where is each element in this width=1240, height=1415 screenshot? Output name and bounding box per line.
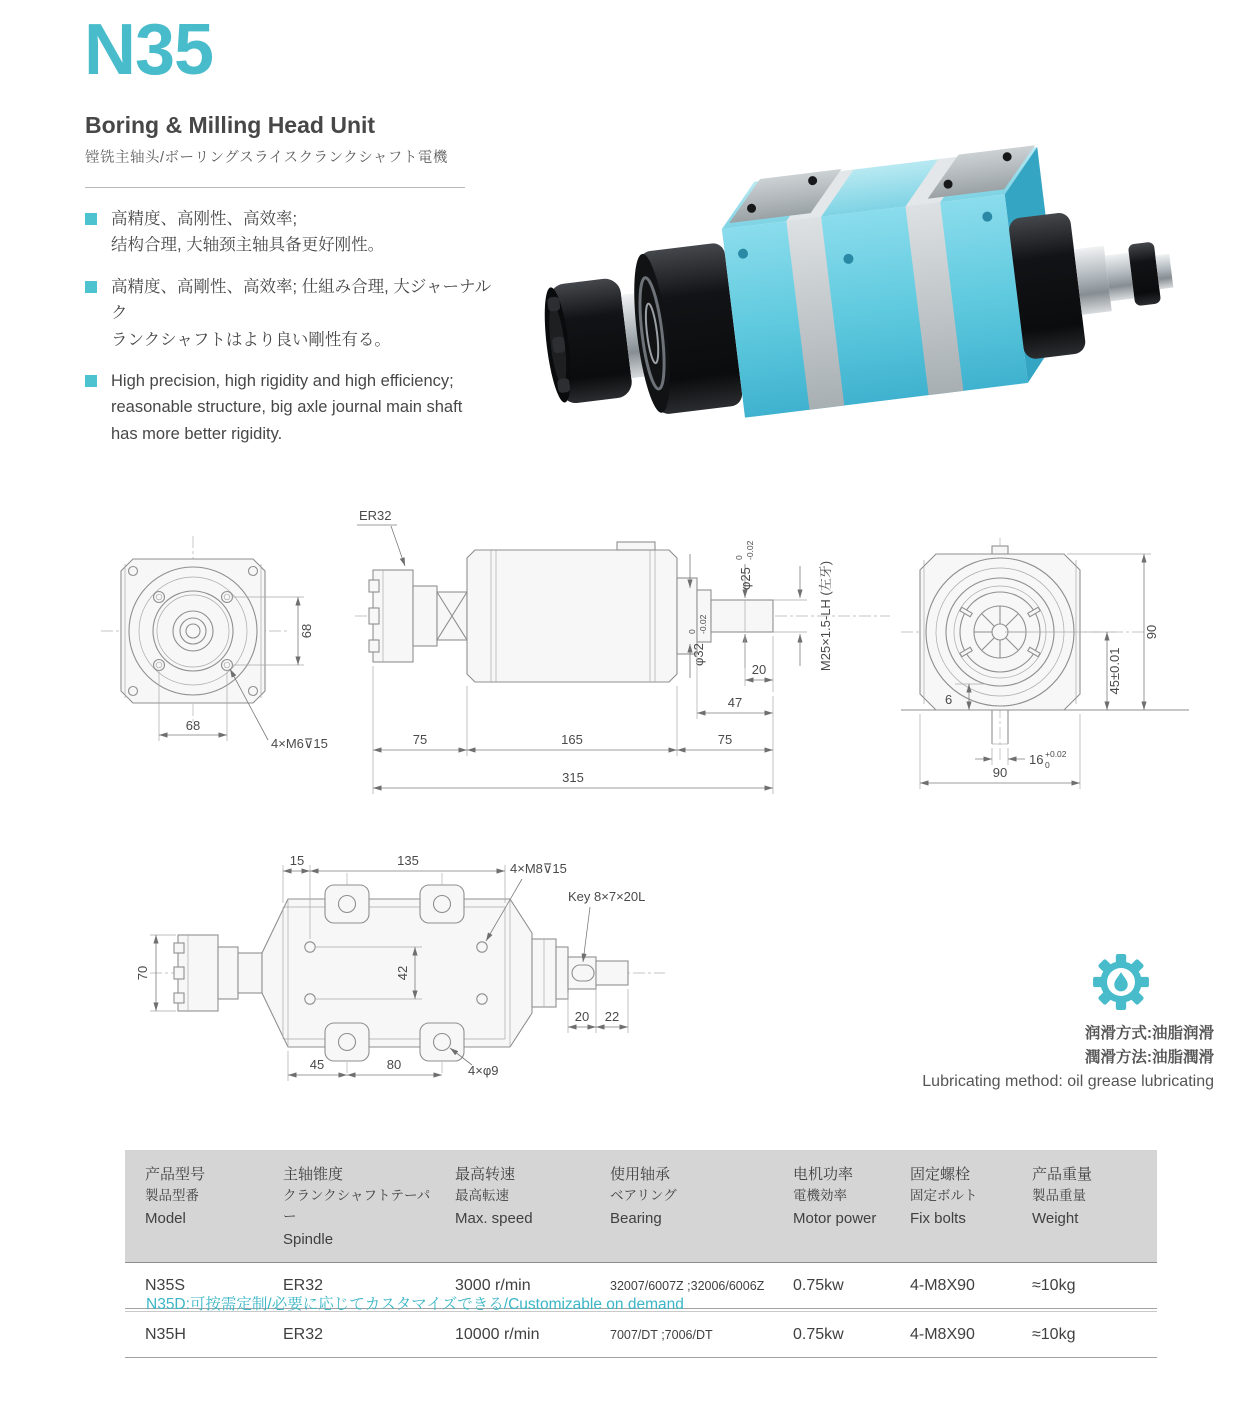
page-title: N35 (84, 10, 214, 90)
lubrication-line-cn: 润滑方式:油脂润滑 (1084, 1025, 1214, 1042)
dim-15-label: 15 (289, 853, 305, 868)
header-cell-model: 产品型号 製品型番 Model (145, 1166, 206, 1228)
key-spec-label: Key 8×7×20L (568, 889, 646, 904)
product-title-jp: 镗铣主轴头/ボーリングスライスクランクシャフト電機 (85, 150, 448, 166)
dim-42-label: 42 (395, 965, 410, 981)
dim-45-label: 45 (309, 1057, 325, 1072)
cell-spindle: ER32 (283, 1276, 324, 1294)
bullet-square-icon (85, 213, 97, 225)
header-cell-bearing: 使用轴承 ベアリング Bearing (610, 1166, 677, 1228)
svg-text:φ25: φ25 (738, 567, 753, 590)
feature-list (85, 206, 495, 462)
dim-45-label: 45±0.01 (1107, 647, 1122, 695)
spec-table-header (125, 1150, 1157, 1263)
feature-line: ランクシャフトはより良い剛性有る。 (111, 330, 391, 349)
collet-label: ER32 (359, 508, 392, 523)
svg-text:0: 0 (1045, 760, 1050, 770)
svg-text:+0.02: +0.02 (1045, 749, 1067, 759)
svg-text:φ32: φ32 (691, 643, 706, 666)
cell-model: N35H (145, 1325, 186, 1343)
hole-spec-label: 4×φ9 (468, 1063, 499, 1078)
header-cell-spindle: 主轴锥度 クランクシャフトテーパー Spindle (283, 1166, 431, 1249)
cell-model: N35S (145, 1276, 186, 1294)
cell-bearing: 32007/6007Z ;32006/6006Z (610, 1278, 765, 1293)
cell-bearing: 7007/DT ;7006/DT (610, 1327, 713, 1342)
dim-width-label: 90 (992, 765, 1008, 780)
header-cell-max-speed: 最高转速 最高転速 Max. speed (455, 1166, 533, 1228)
feature-line: reasonable structure, big axle journal main shaft (111, 398, 463, 417)
svg-text:0: 0 (687, 629, 697, 634)
svg-text:-0.02: -0.02 (698, 614, 708, 634)
product-title-en: Boring & Milling Head Unit (85, 112, 376, 138)
header-cell-weight: 产品重量 製品重量 Weight (1032, 1166, 1093, 1228)
dim-6-label: 6 (945, 692, 953, 707)
header-cell-fix-bolts: 固定螺栓 固定ボルト Fix bolts (910, 1166, 978, 1228)
bolt-spec-label: 4×M8⊽15 (510, 861, 567, 876)
dim-height-label: 90 (1144, 624, 1159, 640)
bullet-square-icon (85, 281, 97, 293)
dim-315-label: 315 (562, 770, 584, 785)
cell-motor-power: 0.75kw (793, 1276, 844, 1294)
dim-20-label: 20 (751, 662, 767, 677)
cell-weight: ≈10kg (1032, 1276, 1076, 1294)
header-cell-motor-power: 电机功率 電機効率 Motor power (793, 1166, 877, 1228)
lubrication-line-jp: 潤滑方法:油脂潤滑 (1084, 1049, 1214, 1067)
dim-22-label: 22 (604, 1009, 620, 1024)
side-view-drawing (345, 498, 900, 838)
header-divider (85, 187, 465, 188)
dim-height-label: 68 (299, 623, 314, 639)
product-photo (492, 110, 1192, 485)
cell-fix-bolts: 4-M8X90 (910, 1276, 975, 1294)
dim-75-right-label: 75 (717, 732, 733, 747)
table-row (125, 1311, 1157, 1358)
dim-135-label: 135 (397, 853, 419, 868)
dim-80-label: 80 (386, 1057, 402, 1072)
dim-165-label: 165 (561, 732, 583, 747)
cell-motor-power: 0.75kw (793, 1325, 844, 1343)
svg-text:16: 16 (1029, 752, 1044, 767)
feature-item-en (85, 368, 495, 447)
svg-text:0: 0 (734, 555, 744, 560)
feature-item-cn (85, 206, 495, 259)
feature-line: has more better rigidity. (111, 424, 283, 443)
spec-table (125, 1150, 1157, 1360)
rear-view-drawing (895, 532, 1195, 794)
dim-70-label: 70 (135, 965, 150, 981)
cell-weight: ≈10kg (1032, 1325, 1076, 1343)
thread-spec-label: M25×1.5-LH (左牙) (818, 560, 833, 672)
dim-width-label: 68 (185, 718, 201, 733)
gear-droplet-icon (1092, 953, 1150, 1011)
feature-line: 高精度、高刚性、高效率; (111, 210, 298, 228)
feature-line: 结构合理, 大轴颈主轴具备更好刚性。 (111, 236, 385, 255)
dia-shaft-label (734, 540, 755, 590)
feature-line: High precision, high rigidity and high efficiency; (111, 371, 454, 390)
lubrication-info (794, 1022, 1214, 1095)
svg-text:-0.02: -0.02 (745, 540, 755, 560)
dim-75-left-label: 75 (412, 732, 428, 747)
feature-item-jp (85, 274, 495, 353)
dim-47-label: 47 (727, 695, 743, 710)
spindle-unit-render (530, 131, 1183, 441)
cell-max-speed: 3000 r/min (455, 1276, 531, 1294)
lubrication-line-en: Lubricating method: oil grease lubricating (922, 1073, 1214, 1091)
cell-fix-bolts: 4-M8X90 (910, 1325, 975, 1343)
bullet-square-icon (85, 375, 97, 387)
cell-spindle: ER32 (283, 1325, 324, 1343)
feature-line: 高精度、高剛性、高效率; 仕組み合理, 大ジャーナルク (111, 277, 492, 323)
top-view-drawing (120, 835, 760, 1115)
bolt-spec-label: 4×M6⊽15 (271, 736, 328, 751)
customization-note: N35D:可按需定制/必要に応じてカスタマイズできる/Customizable on demand (146, 1296, 684, 1313)
dim-20-label: 20 (574, 1009, 590, 1024)
dim-16-label (1029, 749, 1067, 770)
cell-max-speed: 10000 r/min (455, 1325, 540, 1343)
